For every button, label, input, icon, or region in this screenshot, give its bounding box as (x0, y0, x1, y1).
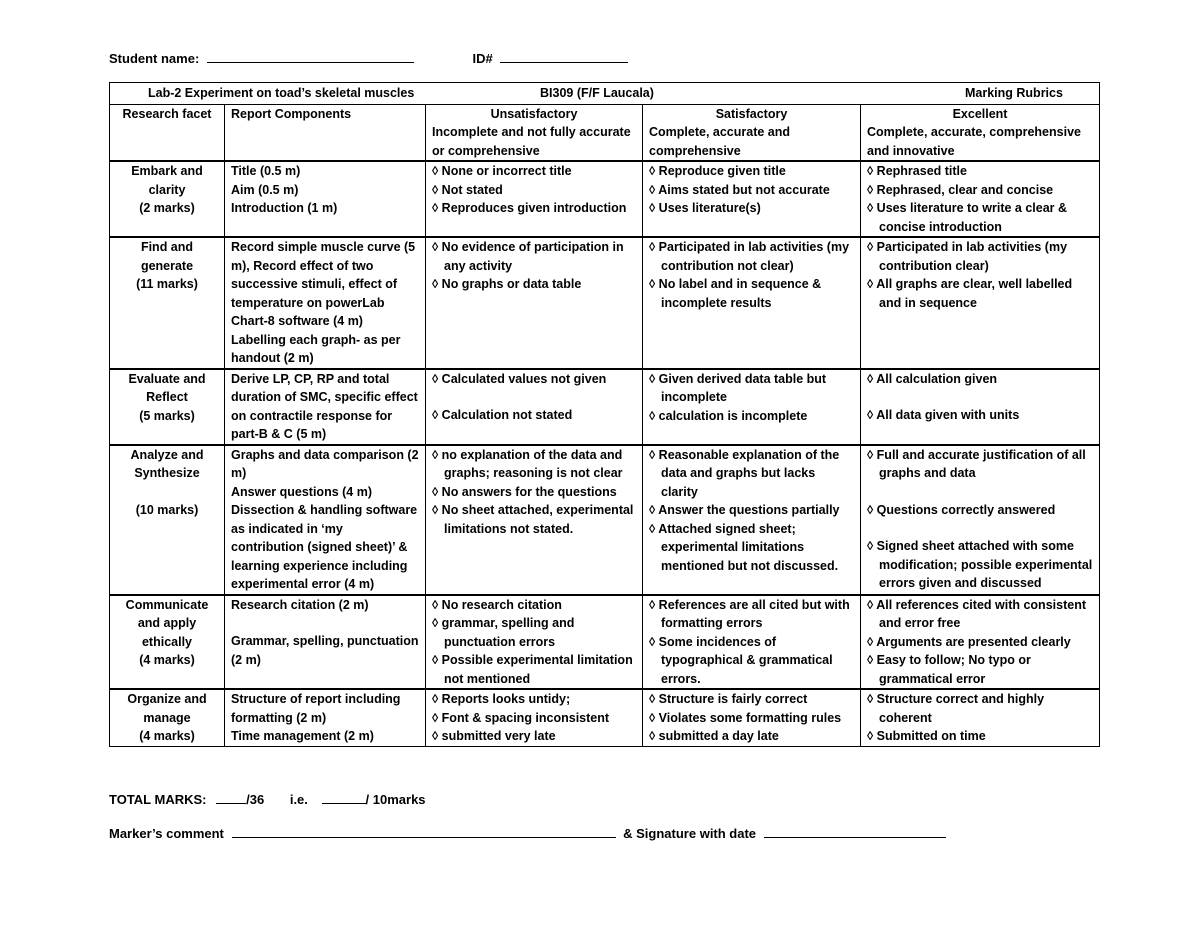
criterion-text: No sheet attached, experimental limitations not stated. (441, 503, 634, 536)
component-item: Graphs and data comparison (2 m) (231, 447, 419, 480)
diamond-bullet-icon: ◊ (867, 653, 874, 667)
criterion-text: Arguments are presented clearly (876, 634, 1071, 649)
diamond-bullet-icon: ◊ (432, 201, 439, 215)
total-marks-field[interactable] (216, 791, 246, 804)
facet-line: (5 marks) (139, 408, 195, 423)
report-components-cell (225, 237, 426, 369)
satisfactory-cell (643, 445, 861, 595)
diamond-bullet-icon: ◊ (432, 408, 439, 422)
criterion-text: calculation is incomplete (658, 408, 808, 423)
facet-line: and apply (137, 616, 197, 630)
unsatisfactory-criterion (432, 162, 636, 181)
unsatisfactory-criterion (432, 446, 636, 483)
diamond-bullet-icon: ◊ (649, 692, 656, 706)
facet-line: Reflect (146, 390, 188, 404)
component-item: Time management (2 m) (231, 729, 374, 743)
facet-line: Evaluate and (128, 371, 206, 386)
report-components-cell (225, 595, 426, 690)
criterion-text: Attached signed sheet; experimental limitations mentioned but not discussed. (658, 521, 839, 573)
facet-line: generate (140, 258, 194, 273)
satisfactory-criterion (649, 596, 854, 633)
component-item: Derive LP, CP, RP and total duration of SMC, specific effect on contractile response for part-B & C (5 m) (231, 371, 418, 441)
excellent-criterion (867, 596, 1093, 633)
excellent-criterion (867, 727, 1093, 746)
rubric-row (110, 161, 1100, 237)
report-components-cell (225, 689, 426, 746)
satisfactory-criterion (649, 199, 854, 218)
diamond-bullet-icon: ◊ (649, 521, 656, 536)
unsatisfactory-header (426, 104, 643, 161)
excellent-criterion (867, 537, 1093, 593)
criterion-text: Full and accurate justification of all graphs and data (876, 447, 1086, 480)
diamond-bullet-icon: ◊ (867, 408, 874, 422)
diamond-bullet-icon: ◊ (432, 240, 439, 254)
excellent-criterion (867, 199, 1093, 236)
satisfactory-cell (643, 369, 861, 445)
unsatisfactory-criterion (432, 370, 636, 389)
spacer (867, 483, 1093, 501)
criterion-text: Rephrased, clear and concise (876, 182, 1054, 197)
facet-line: (11 marks) (136, 277, 198, 291)
ten-marks-field[interactable] (322, 791, 366, 804)
diamond-bullet-icon: ◊ (867, 597, 874, 612)
report-components-cell (225, 445, 426, 595)
satisfactory-criterion (649, 181, 854, 200)
diamond-bullet-icon: ◊ (867, 164, 874, 178)
diamond-bullet-icon: ◊ (432, 729, 439, 743)
satisfactory-criterion (649, 727, 854, 746)
criterion-text: All references cited with consistent and error free (876, 597, 1086, 630)
diamond-bullet-icon: ◊ (432, 182, 439, 197)
criterion-text: None or incorrect title (441, 164, 572, 178)
unsatisfactory-criterion (432, 501, 636, 538)
spacer (231, 614, 419, 632)
unsatisfactory-criterion (432, 596, 636, 615)
unsatisfactory-cell (426, 161, 643, 237)
criterion-text: Not stated (441, 182, 503, 197)
diamond-bullet-icon: ◊ (867, 502, 874, 517)
facet-line: Embark and (131, 164, 203, 178)
satisfactory-criterion (649, 520, 854, 576)
excellent-criterion (867, 501, 1093, 520)
excellent-criterion (867, 162, 1093, 181)
criterion-text: Submitted on time (876, 729, 986, 743)
excellent-title: Excellent (952, 106, 1008, 121)
component-item: Aim (0.5 m) (231, 182, 299, 197)
unsatisfactory-criterion (432, 651, 636, 688)
diamond-bullet-icon: ◊ (867, 182, 874, 197)
satisfactory-description: Complete, accurate and comprehensive (649, 125, 791, 158)
criterion-text: Font & spacing inconsistent (441, 710, 610, 725)
id-field[interactable] (500, 50, 628, 63)
unsatisfactory-criterion (432, 238, 636, 275)
criterion-text: Signed sheet attached with some modification; possible experimental errors given and discussed (876, 539, 1093, 590)
diamond-bullet-icon: ◊ (649, 634, 656, 649)
rubric-row (110, 689, 1100, 746)
diamond-bullet-icon: ◊ (649, 164, 656, 178)
unsatisfactory-criterion (432, 727, 636, 746)
satisfactory-criterion (649, 238, 854, 275)
diamond-bullet-icon: ◊ (867, 692, 874, 706)
marker-comment-field[interactable] (232, 825, 616, 838)
criterion-text: Calculated values not given (441, 371, 607, 386)
criterion-text: Questions correctly answered (876, 502, 1056, 517)
satisfactory-criterion (649, 275, 854, 312)
criterion-text: Some incidences of typographical & grammatical errors. (658, 634, 833, 686)
facet-line: Organize and (127, 692, 207, 706)
component-item: Title (0.5 m) (231, 164, 301, 178)
report-components-cell (225, 369, 426, 445)
diamond-bullet-icon: ◊ (432, 447, 439, 462)
facet-line: ethically (141, 634, 193, 649)
component-item: Labelling each graph- as per handout (2 m) (231, 332, 401, 365)
facet-line: (4 marks) (139, 729, 195, 743)
diamond-bullet-icon: ◊ (867, 447, 874, 462)
unsatisfactory-cell (426, 369, 643, 445)
unsatisfactory-cell (426, 445, 643, 595)
research-facet-cell (110, 237, 225, 369)
criterion-text: Easy to follow; No typo or grammatical error (876, 653, 1031, 686)
lab-title: Lab-2 Experiment on toad’s skeletal muscles (148, 86, 415, 100)
marking-rubrics-label: Marking Rubrics (965, 86, 1063, 100)
research-facet-cell (110, 595, 225, 690)
criterion-text: No answers for the questions (441, 484, 617, 499)
criterion-text: Structure correct and highly coherent (876, 692, 1045, 725)
satisfactory-criterion (649, 162, 854, 181)
diamond-bullet-icon: ◊ (432, 597, 439, 612)
rubric-header-row (110, 104, 1100, 161)
signature-field[interactable] (764, 825, 946, 838)
criterion-text: Given derived data table but incomplete (658, 371, 827, 404)
id-label: ID# (472, 51, 493, 66)
total-marks-label: TOTAL MARKS: (109, 792, 207, 807)
component-item: Introduction (1 m) (231, 201, 338, 215)
criterion-text: Uses literature(s) (658, 201, 761, 215)
research-facet-cell (110, 369, 225, 445)
diamond-bullet-icon: ◊ (432, 371, 439, 386)
criterion-text: Violates some formatting rules (658, 710, 842, 725)
satisfactory-cell (643, 689, 861, 746)
satisfactory-criterion (649, 446, 854, 502)
excellent-criterion (867, 446, 1093, 483)
diamond-bullet-icon: ◊ (649, 371, 656, 386)
facet-line: Communicate (125, 597, 209, 612)
satisfactory-title: Satisfactory (715, 106, 788, 121)
excellent-criterion (867, 406, 1093, 425)
excellent-cell (861, 237, 1100, 369)
unsatisfactory-cell (426, 689, 643, 746)
criterion-text: References are all cited but with formatting errors (658, 597, 850, 630)
diamond-bullet-icon: ◊ (649, 503, 656, 517)
criterion-text: Participated in lab activities (my contribution clear) (876, 240, 1068, 273)
report-components-cell (225, 161, 426, 237)
excellent-criterion (867, 690, 1093, 727)
component-item: Record simple muscle curve (5 m), Record effect of two successive stimuli, effect of temperature on powerLab Chart-8 software (4 m) (231, 240, 416, 328)
student-name-field[interactable] (207, 50, 414, 63)
diamond-bullet-icon: ◊ (649, 729, 656, 743)
ten-marks-label: / 10marks (365, 792, 426, 807)
satisfactory-cell (643, 161, 861, 237)
marking-rubric-table (109, 82, 1100, 747)
spacer (867, 388, 1093, 406)
criterion-text: Answer the questions partially (658, 503, 840, 517)
spacer (432, 388, 636, 406)
facet-line: clarity (148, 182, 186, 197)
satisfactory-cell (643, 595, 861, 690)
research-facet-cell (110, 161, 225, 237)
ie-label: i.e. (289, 792, 308, 807)
criterion-text: Aims stated but not accurate (658, 182, 830, 197)
research-facet-cell (110, 689, 225, 746)
unsatisfactory-criterion (432, 709, 636, 728)
diamond-bullet-icon: ◊ (432, 710, 439, 725)
diamond-bullet-icon: ◊ (867, 240, 874, 254)
criterion-text: Reproduce given title (658, 164, 786, 178)
excellent-cell (861, 689, 1100, 746)
diamond-bullet-icon: ◊ (432, 616, 439, 630)
criterion-text: no explanation of the data and graphs; reasoning is not clear (441, 447, 623, 480)
unsatisfactory-description: Incomplete and not fully accurate or comprehensive (432, 125, 631, 158)
diamond-bullet-icon: ◊ (649, 447, 656, 462)
unsatisfactory-criterion (432, 483, 636, 502)
research-facet-cell (110, 445, 225, 595)
student-info-line (109, 50, 628, 66)
diamond-bullet-icon: ◊ (867, 371, 874, 386)
criterion-text: submitted a day late (658, 729, 779, 743)
criterion-text: Reproduces given introduction (441, 201, 627, 215)
excellent-criterion (867, 238, 1093, 275)
criterion-text: Possible experimental limitation not mentioned (441, 653, 633, 686)
component-item: Answer questions (4 m) (231, 484, 372, 499)
unsatisfactory-cell (426, 237, 643, 369)
criterion-text: Participated in lab activities (my contribution not clear) (658, 240, 850, 273)
criterion-text: submitted very late (441, 729, 556, 743)
excellent-description: Complete, accurate, comprehensive and innovative (867, 125, 1081, 158)
rubric-row (110, 369, 1100, 445)
unsatisfactory-criterion (432, 690, 636, 709)
diamond-bullet-icon: ◊ (867, 729, 874, 743)
satisfactory-header (643, 104, 861, 161)
facet-line: Find and (140, 240, 194, 254)
criterion-text: Structure is fairly correct (658, 692, 808, 706)
satisfactory-cell (643, 237, 861, 369)
diamond-bullet-icon: ◊ (432, 692, 439, 706)
facet-line: Analyze and (130, 447, 204, 462)
diamond-bullet-icon: ◊ (432, 277, 439, 291)
satisfactory-criterion (649, 633, 854, 689)
excellent-criterion (867, 275, 1093, 312)
criterion-text: All data given with units (876, 408, 1020, 422)
satisfactory-criterion (649, 501, 854, 520)
research-facet-header: Research facet (110, 104, 225, 161)
report-components-header: Report Components (225, 104, 426, 161)
diamond-bullet-icon: ◊ (867, 277, 874, 291)
diamond-bullet-icon: ◊ (867, 634, 874, 649)
satisfactory-criterion (649, 690, 854, 709)
satisfactory-criterion (649, 407, 854, 426)
course-code: BI309 (F/F Laucala) (540, 86, 654, 100)
rubric-row (110, 595, 1100, 690)
excellent-cell (861, 369, 1100, 445)
total-marks-line (109, 791, 426, 807)
satisfactory-criterion (649, 709, 854, 728)
criterion-text: Reports looks untidy; (441, 692, 571, 706)
diamond-bullet-icon: ◊ (432, 164, 439, 178)
marker-comment-label: Marker’s comment (109, 826, 224, 841)
criterion-text: No graphs or data table (441, 277, 582, 291)
excellent-header (861, 104, 1100, 161)
excellent-criterion (867, 633, 1093, 652)
excellent-cell (861, 445, 1100, 595)
student-name-label: Student name: (109, 51, 200, 66)
criterion-text: No label and in sequence & incomplete results (658, 277, 822, 310)
criterion-text: Reasonable explanation of the data and graphs but lacks clarity (658, 447, 840, 499)
unsatisfactory-criterion (432, 199, 636, 218)
component-item: Grammar, spelling, punctuation (2 m) (231, 634, 419, 667)
component-item: Research citation (2 m) (231, 597, 369, 612)
satisfactory-criterion (649, 370, 854, 407)
criterion-text: All calculation given (876, 371, 998, 386)
rubric-title-row (110, 83, 1100, 105)
facet-line: (10 marks) (135, 502, 199, 517)
diamond-bullet-icon: ◊ (649, 710, 656, 725)
excellent-cell (861, 161, 1100, 237)
signature-label: & Signature with date (623, 826, 757, 841)
criterion-text: No evidence of participation in any activity (441, 240, 624, 273)
facet-line: Synthesize (134, 466, 200, 480)
total-out-of: /36 (246, 792, 265, 807)
spacer (116, 483, 218, 501)
facet-line: (2 marks) (139, 201, 195, 215)
diamond-bullet-icon: ◊ (649, 597, 656, 612)
criterion-text: Calculation not stated (441, 408, 573, 422)
diamond-bullet-icon: ◊ (432, 503, 439, 517)
facet-line: (4 marks) (139, 653, 195, 667)
unsatisfactory-criterion (432, 275, 636, 294)
diamond-bullet-icon: ◊ (649, 277, 656, 291)
criterion-text: Rephrased title (876, 164, 967, 178)
criterion-text: grammar, spelling and punctuation errors (441, 616, 575, 649)
diamond-bullet-icon: ◊ (432, 484, 439, 499)
rubric-row (110, 237, 1100, 369)
unsatisfactory-criterion (432, 181, 636, 200)
excellent-criterion (867, 181, 1093, 200)
facet-line: manage (143, 710, 191, 725)
diamond-bullet-icon: ◊ (649, 240, 656, 254)
criterion-text: Uses literature to write a clear & concise introduction (876, 201, 1068, 234)
criterion-text: No research citation (441, 597, 562, 612)
diamond-bullet-icon: ◊ (649, 201, 656, 215)
diamond-bullet-icon: ◊ (867, 201, 874, 215)
component-item: Dissection & handling software as indicated in ‘my contribution (signed sheet)’ & learning experience including experimental error (4 m) (231, 503, 418, 591)
excellent-criterion (867, 651, 1093, 688)
diamond-bullet-icon: ◊ (867, 539, 874, 553)
diamond-bullet-icon: ◊ (649, 408, 656, 423)
excellent-criterion (867, 370, 1093, 389)
unsatisfactory-criterion (432, 406, 636, 425)
diamond-bullet-icon: ◊ (649, 182, 656, 197)
marker-comment-line (109, 825, 946, 841)
unsatisfactory-criterion (432, 614, 636, 651)
diamond-bullet-icon: ◊ (432, 653, 439, 667)
criterion-text: All graphs are clear, well labelled and in sequence (876, 277, 1073, 310)
unsatisfactory-cell (426, 595, 643, 690)
rubric-row (110, 445, 1100, 595)
spacer (867, 519, 1093, 537)
excellent-cell (861, 595, 1100, 690)
component-item: Structure of report including formatting (2 m) (231, 692, 401, 725)
unsatisfactory-title: Unsatisfactory (490, 106, 578, 121)
